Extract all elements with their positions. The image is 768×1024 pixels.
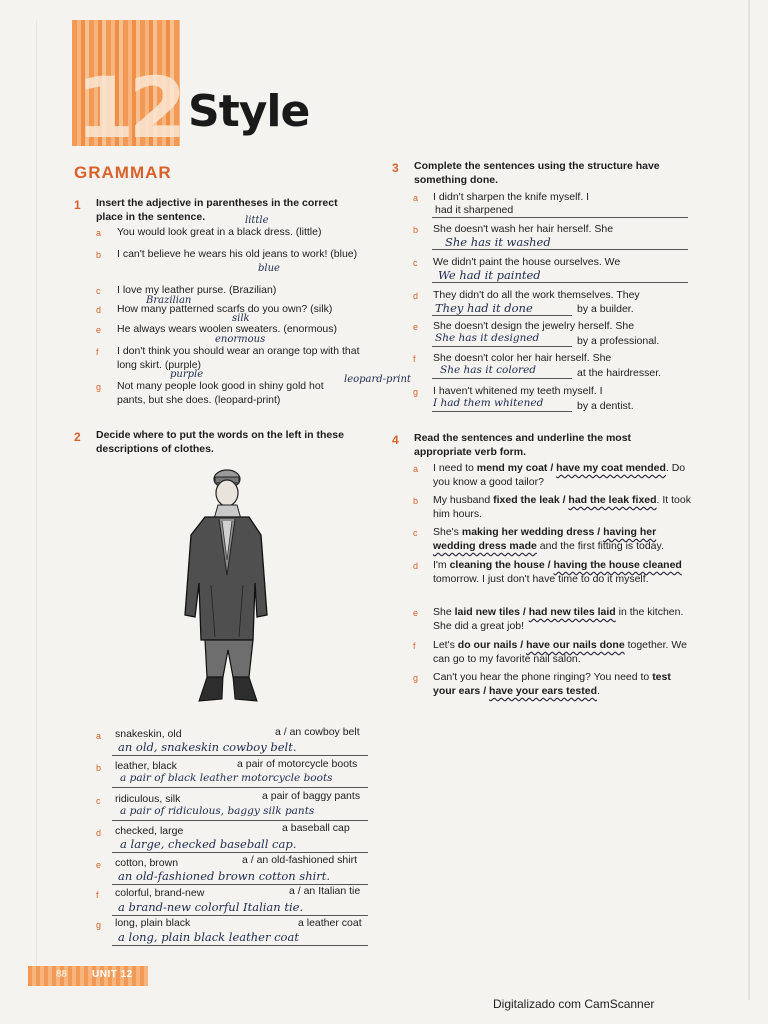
exercise-4-number: 4 (392, 433, 399, 447)
ex2-noun-e: a / an old-fashioned shirt (242, 854, 357, 866)
ex3-answer-g: I had them whitened (433, 397, 544, 409)
ex1-item-b: I can't believe he wears his old jeans to work! (blue) (117, 248, 358, 260)
option-separator: / (547, 462, 557, 474)
ex3-answer-d: They had it done (435, 301, 533, 315)
ex2-noun-f: a / an Italian tie (289, 885, 361, 897)
ex2-answer-g: a long, plain black leather coat (118, 930, 299, 944)
ex1-answer-d: silk (232, 313, 250, 324)
ex3-answer-f: She has it colored (440, 364, 537, 376)
ex2-words-e: cotton, brown (115, 857, 179, 869)
scanner-watermark: Digitalizado com CamScanner (493, 997, 655, 1011)
ex1-item-g: Not many people look good in shiny gold hot pants, but she does. (leopard-print) (117, 380, 324, 406)
answer-line (432, 282, 688, 283)
sentence-end: . (597, 685, 600, 697)
ex4-item-b (433, 493, 691, 521)
exercise-3-instruction: Complete the sentences using the structure have something done. (414, 160, 660, 186)
ex4-item-e (433, 605, 691, 633)
ex1-answer-g: leopard-print (344, 374, 411, 385)
option-separator: / (544, 559, 554, 571)
ex1-answer-e: enormous (215, 334, 266, 345)
option-2-underlined[interactable]: had new tiles laid (528, 606, 616, 618)
ex2-words-b: leather, black (115, 760, 177, 772)
ex3-answer-a: had it sharpened (435, 204, 514, 216)
option-1[interactable]: mend my coat (476, 462, 548, 474)
answer-line (432, 411, 572, 412)
item-letter: g (413, 387, 419, 397)
sentence-end: and the first fitting is today. (536, 540, 664, 552)
ex2-answer-c: a pair of ridiculous, baggy silk pants (120, 805, 315, 817)
ex2-noun-a: a / an cowboy belt (275, 726, 360, 738)
item-letter: g (96, 920, 102, 930)
ex3-item-d: They didn't do all the work themselves. They (433, 289, 640, 301)
ex2-words-a: snakeskin, old (115, 728, 182, 740)
item-letter: f (413, 641, 416, 651)
item-letter: c (96, 286, 101, 296)
ex3-item-e: She doesn't design the jewelry herself. She (433, 320, 635, 332)
item-letter: d (413, 291, 419, 301)
sentence-end: . It took him hours. (433, 494, 691, 520)
exercise-4-instruction: Read the sentences and underline the most appropriate verb form. (414, 432, 632, 458)
sentence-start: Let's (433, 639, 458, 651)
item-letter: f (413, 354, 416, 364)
item-letter: f (96, 347, 99, 357)
sentence-start: I need to (433, 462, 477, 474)
footer-unit-label: UNIT 12 (92, 969, 133, 980)
option-2-underlined[interactable]: having the house cleaned (553, 559, 682, 571)
ex3-after-g: by a dentist. (577, 400, 634, 412)
ex3-item-b: She doesn't wash her hair herself. She (433, 223, 614, 235)
ex2-answer-f: a brand-new colorful Italian tie. (118, 900, 304, 914)
sentence-end: . Do you know a good tailor? (433, 462, 686, 488)
ex3-answer-e: She has it designed (435, 332, 540, 344)
item-letter: d (96, 305, 102, 315)
ex1-item-f: I don't think you should wear an orange top with that long skirt. (purple) (117, 345, 360, 371)
item-letter: b (413, 496, 419, 506)
page-title: Style (188, 86, 310, 137)
sentence-start: She (433, 606, 455, 618)
item-letter: c (413, 258, 418, 268)
item-letter: e (96, 325, 102, 335)
item-letter: d (413, 561, 419, 571)
answer-line (112, 755, 368, 756)
ex3-after-d: by a builder. (577, 303, 634, 315)
man-in-coat-illustration (175, 465, 285, 710)
ex4-item-d (433, 558, 691, 586)
ex2-words-g: long, plain black (115, 917, 191, 929)
option-separator: / (594, 526, 604, 538)
item-letter: d (96, 828, 102, 838)
item-letter: e (413, 608, 419, 618)
answer-line (112, 945, 368, 946)
option-separator: / (517, 639, 527, 651)
item-letter: b (413, 225, 419, 235)
option-1[interactable]: fixed the leak (493, 494, 560, 506)
item-letter: c (413, 528, 418, 538)
ex2-words-f: colorful, brand-new (115, 887, 205, 899)
item-letter: b (96, 250, 102, 260)
sentence-start: She's (433, 526, 462, 538)
exercise-1-instruction: Insert the adjective in parentheses in the correct place in the sentence. (96, 197, 338, 223)
ex1-answer-a: little (245, 215, 269, 226)
page-number: 88 (56, 969, 68, 980)
answer-line (112, 787, 368, 788)
ex1-answer-c: Brazilian (146, 295, 192, 306)
ex3-item-a: I didn't sharpen the knife myself. I (433, 191, 590, 203)
ex2-noun-g: a leather coat (298, 917, 362, 929)
sentence-start: I'm (433, 559, 450, 571)
sentence-end: tomorrow. I just don't have time to do it myself. (433, 573, 649, 585)
ex2-answer-b: a pair of black leather motorcycle boots (120, 772, 333, 784)
item-letter: g (96, 382, 102, 392)
ex1-item-c: I love my leather purse. (Brazilian) (117, 284, 277, 296)
item-letter: f (96, 890, 99, 900)
option-1[interactable]: do our nails (457, 639, 518, 651)
ex4-item-g (433, 670, 691, 698)
exercise-2-instruction: Decide where to put the words on the left in these descriptions of clothes. (96, 429, 344, 455)
section-heading: GRAMMAR (74, 163, 172, 182)
ex2-noun-b: a pair of motorcycle boots (237, 758, 358, 770)
ex3-item-c: We didn't paint the house ourselves. We (433, 256, 621, 268)
option-1[interactable]: cleaning the house (449, 559, 545, 571)
sentence-end: together. We can go to my favorite nail salon. (433, 639, 687, 665)
item-letter: g (413, 673, 419, 683)
answer-line (432, 378, 572, 379)
exercise-1-number: 1 (74, 198, 81, 212)
option-2-underlined[interactable]: had the leak fixed (568, 494, 657, 506)
ex2-noun-c: a pair of baggy pants (262, 790, 361, 802)
unit-number: 12 (76, 59, 181, 157)
ex4-item-c (433, 525, 691, 553)
item-letter: a (413, 193, 419, 203)
option-2-underlined[interactable]: have my coat mended (556, 462, 666, 474)
ex1-item-d: How many patterned scarfs do you own? (silk) (117, 303, 333, 315)
answer-line (432, 346, 572, 347)
option-1[interactable]: making her wedding dress (461, 526, 595, 538)
ex3-item-f: She doesn't color her hair herself. She (433, 352, 612, 364)
item-letter: e (413, 322, 419, 332)
ex4-item-a (433, 461, 691, 489)
ex4-item-f (433, 638, 691, 666)
ex2-words-d: checked, large (115, 825, 184, 837)
option-separator: / (480, 685, 490, 697)
option-2-underlined[interactable]: have your ears tested (489, 685, 598, 697)
option-separator: / (559, 494, 569, 506)
option-1[interactable]: laid new tiles (454, 606, 520, 618)
answer-line (432, 315, 572, 316)
option-1[interactable]: test your ears (433, 671, 671, 697)
exercise-3-number: 3 (392, 161, 399, 175)
ex3-after-f: at the hairdresser. (577, 367, 662, 379)
exercise-2-number: 2 (74, 430, 81, 444)
ex3-answer-c: We had it painted (438, 268, 541, 282)
ex1-answer-f: purple (170, 369, 204, 380)
option-2-underlined[interactable]: having her wedding dress made (433, 526, 657, 552)
sentence-start: Can't you hear the phone ringing? You need to (433, 671, 653, 683)
scan-edge (748, 0, 750, 1000)
option-2-underlined[interactable]: have our nails done (526, 639, 625, 651)
scan-edge-left (36, 20, 37, 980)
ex2-answer-a: an old, snakeskin cowboy belt. (118, 740, 297, 754)
ex2-noun-d: a baseball cap (282, 822, 350, 834)
sentence-end: in the kitchen. She did a great job! (433, 606, 684, 632)
ex2-words-c: ridiculous, silk (115, 793, 181, 805)
sentence-start: My husband (433, 494, 494, 506)
ex1-item-a: You would look great in a black dress. (little) (117, 226, 322, 238)
option-separator: / (519, 606, 529, 618)
ex2-answer-d: a large, checked baseball cap. (120, 837, 297, 851)
ex2-answer-e: an old-fashioned brown cotton shirt. (118, 869, 331, 883)
ex1-answer-b: blue (258, 263, 280, 274)
ex3-answer-b: She has it washed (445, 235, 551, 249)
item-letter: a (96, 228, 102, 238)
item-letter: c (96, 796, 101, 806)
item-letter: b (96, 763, 102, 773)
item-letter: a (413, 464, 419, 474)
answer-line (432, 217, 688, 218)
ex1-item-e: He always wears woolen sweaters. (enormous) (117, 323, 338, 335)
item-letter: a (96, 731, 102, 741)
answer-line (432, 249, 688, 250)
item-letter: e (96, 860, 102, 870)
ex3-after-e: by a professional. (577, 335, 660, 347)
ex3-item-g: I haven't whitened my teeth myself. I (433, 385, 603, 397)
